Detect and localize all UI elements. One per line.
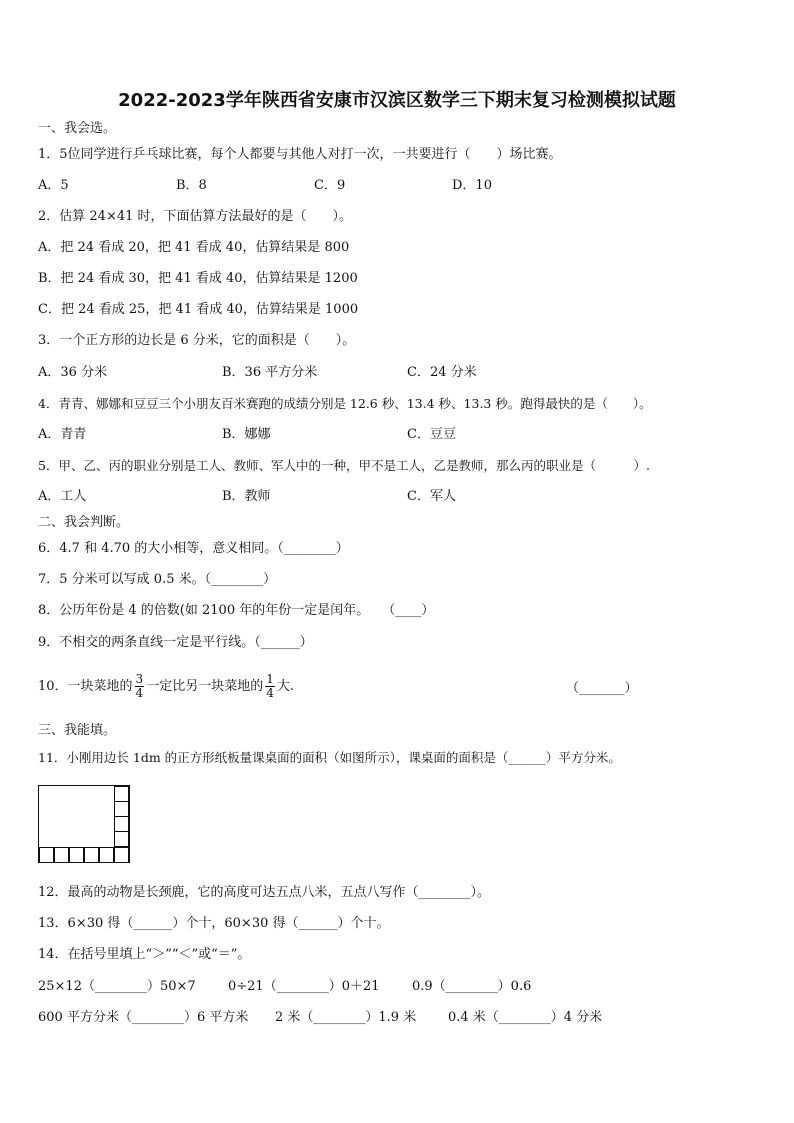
fraction-denominator: 4 [266, 686, 274, 700]
question-4: 4．青青、娜娜和豆豆三个小朋友百米赛跑的成绩分别是 12.6 秒、13.4 秒、13.3 秒。跑得最快的是（ ）。 [38, 396, 652, 411]
q1-option-c: C．9 [314, 178, 346, 193]
grid-cell [54, 847, 69, 863]
question-11: 11．小刚用边长 1dm 的正方形纸板量课桌面的面积（如图所示），课桌面的面积是（______）平方分米。 [38, 750, 621, 765]
section-heading-judge: 二、我会判断。 [38, 515, 130, 530]
page-title: 2022-2023学年陕西省安康市汉滨区数学三下期末复习检测模拟试题 [118, 90, 676, 111]
q5-option-b: B．教师 [222, 489, 271, 504]
q14-compare-1: 25×12（________）50×7 [38, 979, 196, 994]
q1-option-b: B．8 [176, 178, 207, 193]
question-3: 3．一个正方形的边长是 6 分米，它的面积是（ ）。 [38, 333, 356, 348]
q3-option-b: B．36 平方分米 [222, 365, 318, 380]
question-13: 13．6×30 得（______）个十，60×30 得（______）个十。 [38, 916, 390, 931]
question-12: 12．最高的动物是长颈鹿，它的高度可达五点八米，五点八写作（________）。 [38, 885, 491, 900]
q14-compare-4: 600 平方分米（________）6 平方米 [38, 1010, 249, 1025]
q14-compare-3: 0.9（________）0.6 [412, 979, 532, 994]
question-9: 9．不相交的两条直线一定是平行线。（______） [38, 635, 313, 650]
grid-cell [99, 847, 114, 863]
q2-option-a: A．把 24 看成 20，把 41 看成 40，估算结果是 800 [38, 240, 350, 255]
q10-text-3: 大. [276, 679, 294, 694]
question-7: 7．5 分米可以写成 0.5 米。（________） [38, 572, 277, 587]
fraction-numerator: 1 [266, 672, 274, 686]
grid-cell [114, 847, 129, 863]
fraction-three-quarters [135, 673, 145, 700]
grid-cell [69, 847, 84, 863]
grid-cell [84, 847, 99, 863]
q10-answer-blank: （_______） [566, 681, 638, 696]
q3-option-a: A．36 分米 [38, 365, 108, 380]
q5-option-a: A．工人 [38, 489, 87, 504]
q10-text-1: 10．一块菜地的 [38, 679, 133, 694]
q1-option-d: D．10 [452, 178, 492, 193]
desk-area-grid-figure [38, 785, 130, 863]
q10-text-2: 一定比另一块菜地的 [146, 679, 264, 694]
grid-cell [114, 786, 129, 802]
grid-cell [114, 816, 129, 832]
fraction-denominator: 4 [135, 686, 144, 700]
grid-cell [39, 847, 54, 863]
q5-option-c: C．军人 [407, 489, 456, 504]
q14-compare-2: 0÷21（________）0＋21 [228, 979, 380, 994]
question-2: 2．估算 24×41 时，下面估算方法最好的是（ ）。 [38, 209, 353, 224]
q3-option-c: C．24 分米 [407, 365, 477, 380]
fraction-one-quarter [265, 673, 275, 700]
q14-compare-6: 0.4 米（________）4 分米 [448, 1010, 603, 1025]
q2-option-c: C．把 24 看成 25，把 41 看成 40，估算结果是 1000 [38, 302, 359, 317]
question-8: 8．公历年份是 4 的倍数(如 2100 年的年份一定是闰年。 （____） [38, 603, 435, 618]
q2-option-b: B．把 24 看成 30，把 41 看成 40，估算结果是 1200 [38, 271, 358, 286]
q4-option-c: C．豆豆 [407, 427, 456, 442]
question-10 [38, 669, 294, 705]
q1-option-a: A．5 [38, 178, 69, 193]
fraction-numerator: 3 [135, 672, 144, 686]
section-heading-fill: 三、我能填。 [38, 723, 117, 738]
q4-option-b: B．娜娜 [222, 427, 271, 442]
q14-compare-5: 2 米（________）1.9 米 [275, 1010, 417, 1025]
question-1: 1．5位同学进行乒乓球比赛，每个人都要与其他人对打一次，一共要进行（ ）场比赛。 [38, 147, 562, 162]
q4-option-a: A．青青 [38, 427, 87, 442]
grid-cell [114, 801, 129, 817]
grid-cell [114, 831, 129, 847]
question-6: 6．4.7 和 4.70 的大小相等，意义相同。（________） [38, 541, 349, 556]
question-14: 14．在括号里填上“＞”“＜”或“＝”。 [38, 947, 251, 962]
section-heading-choice: 一、我会选。 [38, 121, 117, 136]
question-5: 5．甲、乙、丙的职业分别是工人、教师、军人中的一种，甲不是工人，乙是教师，那么丙的职业是（ ）. [38, 458, 650, 473]
